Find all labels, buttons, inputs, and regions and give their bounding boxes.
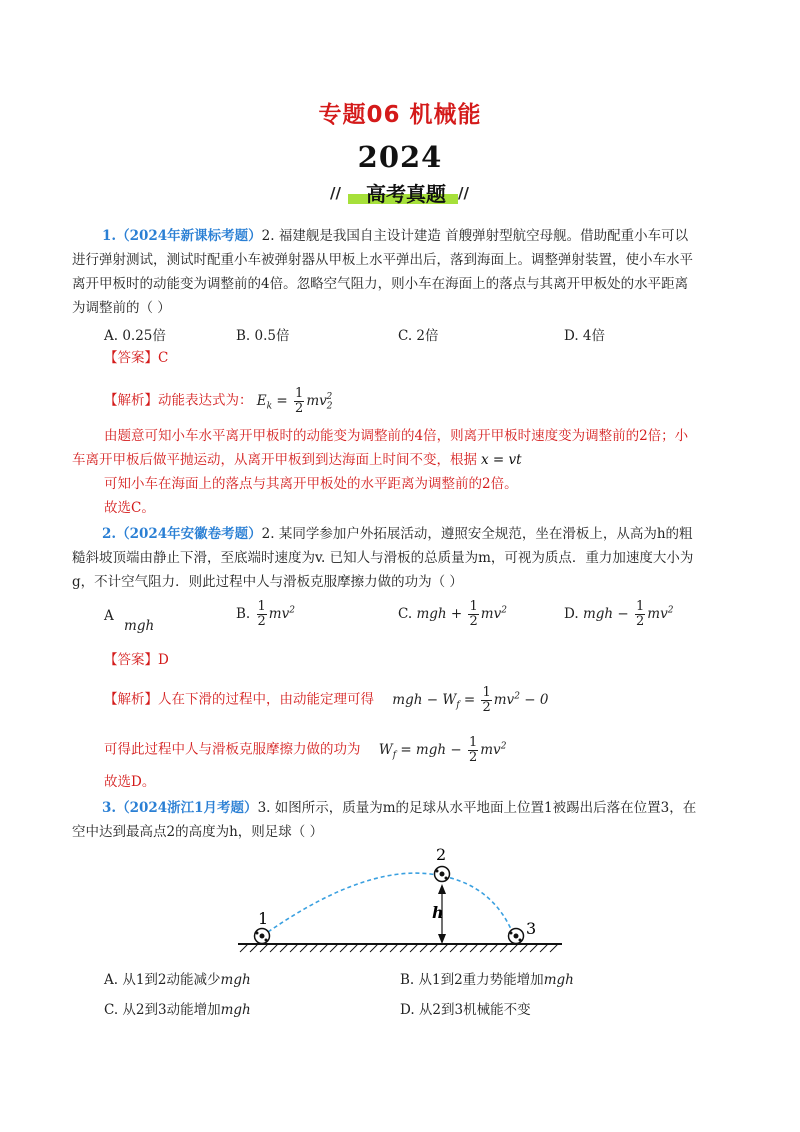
q1-line1: 1.（2024年新课标考题）2. 福建舰是我国自主设计建造 首艘弹射型航空母舰。借助配重小车可以	[102, 228, 689, 244]
q3-option-a-math: mgh	[220, 972, 251, 988]
label-position-2: 2	[436, 845, 447, 864]
trajectory-curve	[268, 873, 514, 936]
q2-option-a: A mgh	[104, 608, 155, 634]
q3-option-c: C. 从2到3动能增加mgh	[104, 1002, 251, 1018]
page-title: 专题06 机械能	[318, 102, 482, 128]
q1-conclusion: 故选C。	[104, 500, 155, 516]
banner-right-mark: //	[458, 184, 469, 202]
q3-option-a: A. 从1到2动能减少mgh	[104, 972, 251, 988]
q2-line1: 2.（2024年安徽卷考题）2. 某同学参加户外拓展活动，遵照安全规范，坐在滑板上，从高为h的粗	[102, 526, 693, 542]
label-position-3: 3	[526, 919, 537, 938]
q1-solution-line2: 车离开甲板后做平抛运动，从离开甲板到到达海面上时间不变，根据 x = vt	[72, 452, 522, 468]
q2-line3: g，不计空气阻力．则此过程中人与滑板克服摩擦力做的功为（ ）	[72, 574, 463, 590]
q1-option-b: B. 0.5倍	[236, 328, 290, 344]
q1-analysis-line	[104, 380, 332, 414]
q2-solution-line: 可得此过程中人与滑板克服摩擦力做的功为 $W_f$ = mgh − $\frac{1}{2}$ $mv^2$	[104, 734, 507, 765]
q1-answer: 【答案】C	[104, 350, 169, 366]
q2-option-a-math: mgh	[124, 618, 155, 634]
q1-ke-formula: $E_k$ = $\frac{1}{2}$ $mv_2^2$	[256, 385, 333, 416]
q2-option-d: D. mgh − $\frac{1}{2}$ $mv^2$	[564, 599, 674, 629]
height-arrow-head-top	[438, 884, 446, 894]
q2-option-d-math: mgh − $\frac{1}{2}$ $mv^2$	[582, 599, 674, 629]
q2-option-b-math: $\frac{1}{2}$ $mv^2$	[257, 599, 295, 629]
q3-option-b: B. 从1到2重力势能增加mgh	[400, 972, 574, 988]
q2-answer: 【答案】D	[104, 652, 169, 668]
q1-option-a: A. 0.25倍	[104, 328, 166, 344]
banner-label: 高考真题	[366, 182, 446, 206]
q1-option-c: C. 2倍	[398, 328, 439, 344]
q3-source-tag: 3.（2024浙江1月考题）	[102, 800, 258, 816]
q1-line4: 为调整前的（ ）	[72, 300, 171, 316]
q2-option-b: B. $\frac{1}{2}$ $mv^2$	[236, 599, 295, 629]
q1-solution-math: x = vt	[481, 452, 522, 468]
q2-conclusion: 故选D。	[104, 774, 156, 790]
q2-option-c: C. mgh + $\frac{1}{2}$ $mv^2$	[398, 599, 507, 629]
q3-option-d: D. 从2到3机械能不变	[400, 1002, 531, 1018]
q2-work-energy-formula: mgh − $W_f$ = $\frac{1}{2}$ $mv^2 - 0$	[392, 684, 549, 715]
q2-analysis-line	[104, 676, 548, 716]
q2-option-c-math: mgh + $\frac{1}{2}$ $mv^2$	[416, 599, 507, 629]
q1-line3: 离开甲板时的动能变为调整前的4倍。忽略空气阻力，则小车在海面上的落点与其离开甲板处的水平距离	[72, 276, 689, 292]
q1-solution-line3: 可知小车在海面上的落点与其离开甲板处的水平距离为调整前的2倍。	[104, 476, 518, 492]
q1-source-tag: 1.（2024年新课标考题）	[102, 228, 262, 244]
q2-friction-work-formula: $W_f$ = mgh − $\frac{1}{2}$ $mv^2$	[378, 734, 507, 765]
q1-option-d: D. 4倍	[564, 328, 606, 344]
q1-solution-line1: 由题意可知小车水平离开甲板时的动能变为调整前的4倍，则离开甲板时速度变为调整前的2倍；小	[104, 428, 689, 444]
q3-option-c-math: mgh	[220, 1002, 251, 1018]
ball-position-3	[509, 929, 524, 944]
trajectory-diagram	[232, 840, 572, 960]
year-heading: 2024	[357, 140, 443, 174]
label-height: h	[432, 903, 444, 922]
ball-position-1	[255, 929, 270, 944]
banner-left-mark: //	[330, 184, 341, 202]
section-banner	[326, 176, 474, 206]
q3-line2: 空中达到最高点2的高度为h，则足球（ ）	[72, 824, 324, 840]
q2-line2: 糙斜坡顶端由静止下滑，至底端时速度为v. 已知人与滑板的总质量为m，可视为质点．重力加速度大小为	[72, 550, 694, 566]
ball-position-2	[435, 867, 450, 882]
q3-option-b-math: mgh	[543, 972, 574, 988]
ground-hatch	[238, 944, 562, 952]
label-position-1: 1	[258, 909, 269, 928]
q3-line1: 3.（2024浙江1月考题）3. 如图所示，质量为m的足球从水平地面上位置1被踢出后落在位置3，在	[102, 800, 697, 816]
q1-line2: 进行弹射测试，测试时配重小车被弹射器从甲板上水平弹出后，落到海面上。调整弹射装置，使小车水平	[72, 252, 693, 268]
q1-analysis-label: 【解析】动能表达式为：	[104, 392, 253, 409]
q2-analysis-label: 【解析】人在下滑的过程中，由动能定理可得	[104, 691, 374, 708]
q2-source-tag: 2.（2024年安徽卷考题）	[102, 526, 262, 542]
height-arrow-head-bottom	[438, 934, 446, 944]
